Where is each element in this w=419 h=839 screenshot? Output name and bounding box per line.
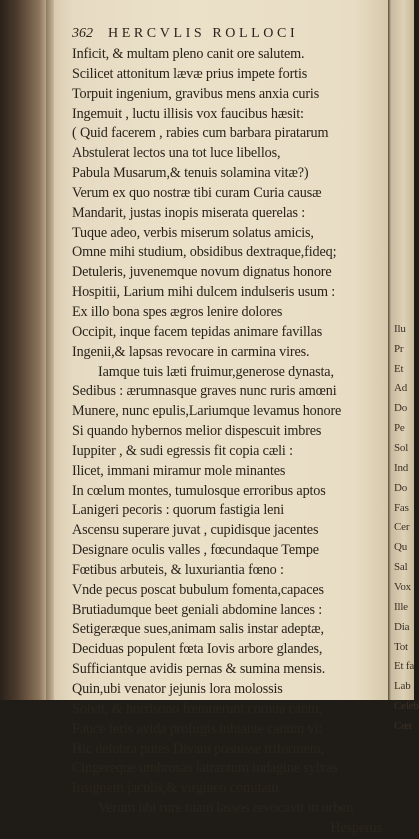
verse-line: Ingenii,& lapsas revocare in carmina vires. [72,343,310,360]
verse-line: Occipit, inque facem tepidas animare favillas [72,323,323,340]
verse-line: Iuppiter , & sudi egressis fit copia cæli : [72,442,293,459]
page-number: 362 [72,26,93,41]
verse-line: Solvit, & horrisono fremuerunt cornua cantu, [72,700,322,717]
facing-page-fragment: Pe [394,422,405,435]
verse-line: Vnde pecus poscat bubulum fomenta,capaces [72,581,324,598]
verse-line: Ex illo bona spes ægros lenire dolores [72,303,283,320]
verse-line: Fauce feris avida profugis inhiante canum vi: [72,720,323,737]
verse-line: Detuleris, juvenemque novum dignatus honore [72,264,332,281]
verse-line: Designare oculis valles , fœcundaque Tempe [72,542,319,559]
verse-line: Torpuit ingenium, gravibus mens anxia curis [72,85,320,102]
facing-page-edge [388,0,419,732]
facing-page-fragment: Do [394,481,408,494]
facing-page-fragment: Do [394,402,408,415]
facing-page-fragment: Et fa [394,660,415,673]
facing-page-fragment: Ad [394,382,408,395]
verse-line: Hic delubra putes Divam posuisse triformem, [72,740,325,757]
facing-page-fragment: Fas [394,501,409,514]
facing-page-fragment: Ille [394,600,408,613]
running-head: HERCVLIS ROLLOCI [108,26,299,41]
facing-page-fragment: Cœt [394,719,412,732]
facing-page-fragment: Sol [394,442,409,454]
verse-line: Quin,ubi venator jejunis lora molossis [72,681,283,697]
verse-line: Verum ubi rure tuam lassos revocavit in urben [98,800,354,817]
verse-line: Brutiadumque beet geniali abdomine lances : [72,601,323,618]
verse-line: Insignem jaculis,& virgineo comitatu. [72,780,282,797]
verse-line: Abstulerat lectos una tot luce libellos, [72,145,281,162]
verse-line: ( Quid facerem , rabies cum barbara piratarum [72,125,329,142]
verse-line: Hospitii, Larium mihi dulcem indulseris usum : [72,284,336,301]
verse-line: Ingemuit , luctu illisis vox faucibus hæsit: [72,105,304,122]
verse-line: Scilicet attonitum lævæ prius impete fortis [72,65,308,82]
facing-page-fragment: Dia [394,620,410,633]
verse-line: Ilicet, immani miramur mole minantes [72,462,286,479]
verse-line: Hesperus [330,819,382,836]
facing-page-fragment: Pr [394,342,404,355]
verse-line: Tuque adeo, verbis miserum solatus amicis, [72,224,314,241]
verse-line: Pabula Musarum,& tenuis solamina vitæ?) [72,165,309,182]
verse-line: Mandarit, justas inopis miserata querelas : [72,204,306,221]
facing-page-fragment: Lab [394,680,411,693]
verse-line: Setigeræque sues,animam salis instar adeptæ, [72,621,324,638]
facing-page-fragment: Vox [394,580,411,593]
verse-line: Sedibus : ærumnasque graves nunc ruris amœni [72,383,337,400]
facing-page-fragment: Ilu [394,322,406,335]
verse-line: Iamque tuis læti fruimur,generose dynasta, [98,363,334,380]
verse-line: Inficit, & multam pleno canit ore salutem. [72,46,305,62]
facing-page-fragment: Qu [394,541,408,554]
verse-line: Omne mihi studium, obsidibus dextraque,fideq; [72,244,337,261]
facing-page-fragment: Sal [394,561,408,574]
verse-line: Si quando hybernos melior dispescuit imbres [72,423,322,440]
verse-line: Sufficiantque avidis pernas & sumina mensis. [72,661,326,678]
verse-line: Lanigeri pecoris : quorum fastigia leni [72,502,285,519]
verse-line: Munere, nunc epulis,Lariumque levamus honore [72,403,342,420]
poem-text-block [72,45,384,839]
facing-page-fragment: Celeb [394,700,419,713]
book-spine-gutter [0,0,46,700]
verse-line: Deciduas populent fœta Iovis arbore glandes, [72,641,323,658]
verse-line: Cingereque umbrosas latrantum indagine sylvas [72,760,338,777]
verse-line: Fœtibus arbuteis, & luxuriantia fœno : [72,561,284,578]
verse-line: Verum ex quo nostræ tibi curam Curia causæ [72,184,322,201]
facing-page-fragment: Cer [394,521,410,534]
page-header [72,26,382,44]
page-stack-edge [46,0,54,700]
verse-line: Ascensu superare juvat , cupidisque jacentes [72,522,319,539]
facing-page-fragment: Ind [394,461,409,474]
verse-line: In cœlum montes, tumulosque erroribus aptos [72,482,326,499]
facing-page-fragment: Tot [394,640,408,653]
facing-page-fragment: Et [394,362,404,375]
